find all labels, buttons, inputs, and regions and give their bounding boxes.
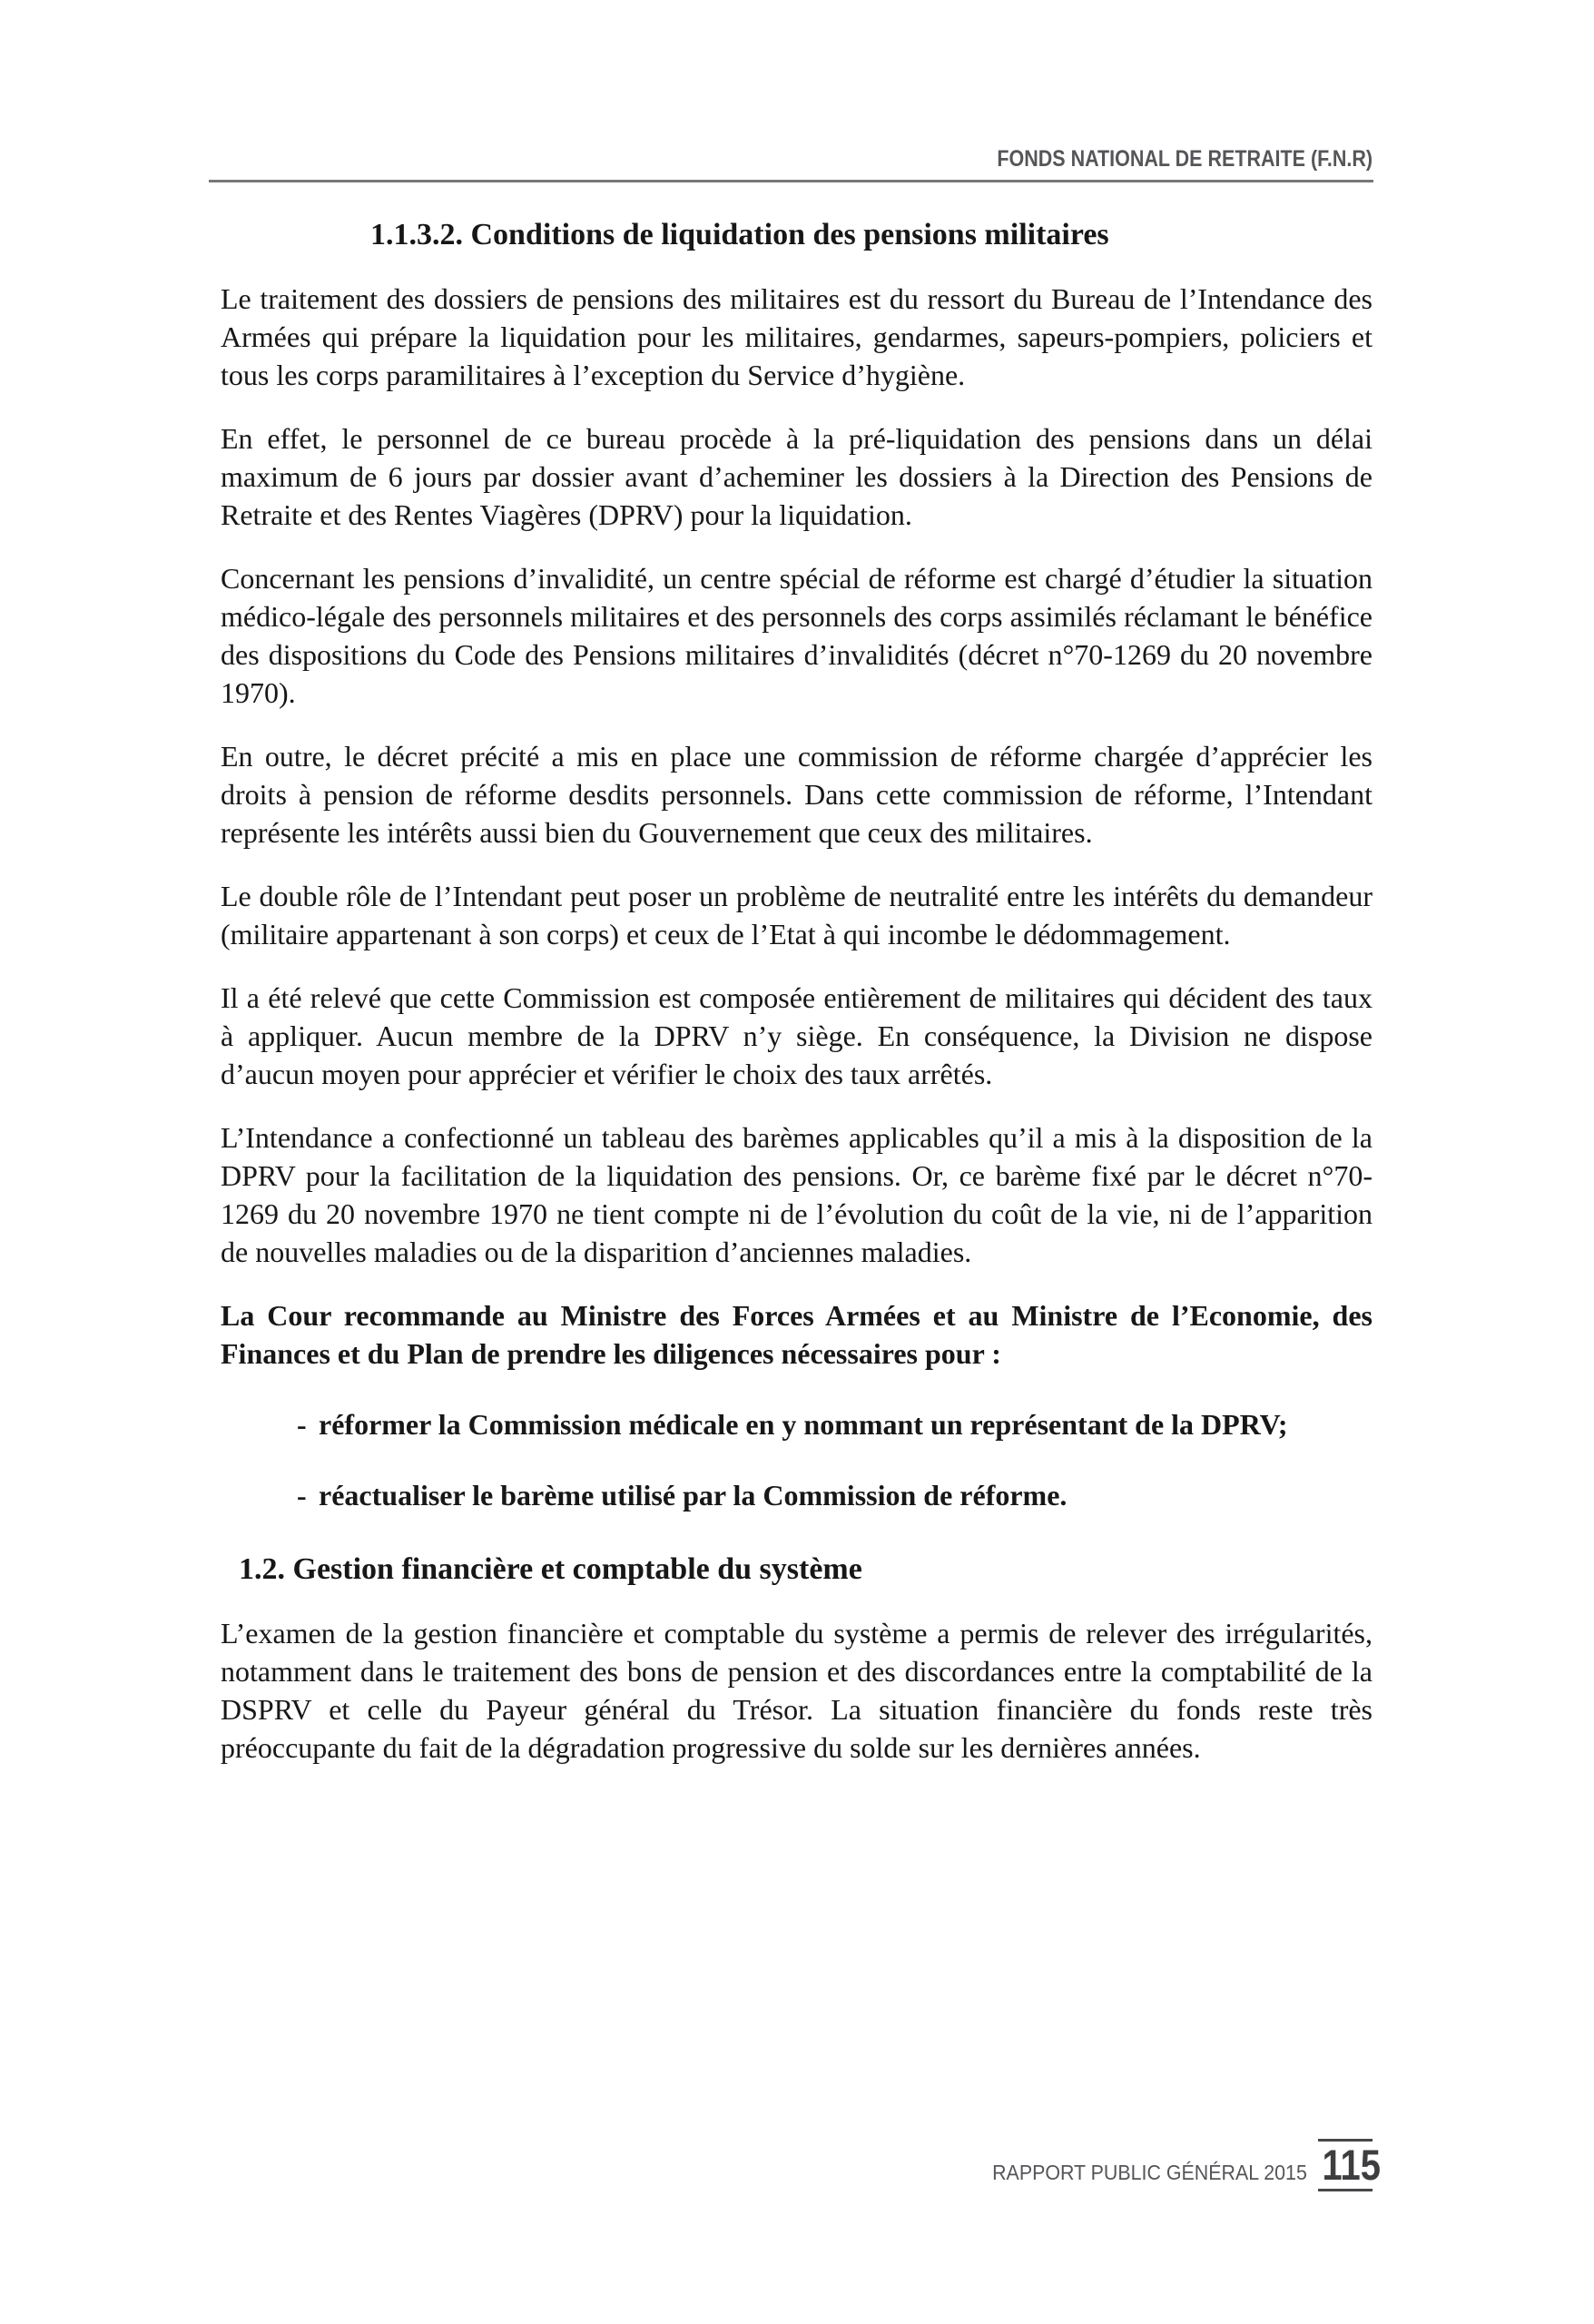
closing-paragraph: L’examen de la gestion financière et comptable du système a permis de relever des irrégularités, notamment dans le traitement des bons de pension et des discordances entre la comptabilité de la DSPRV et celle du Payeur général du Trésor. La situation financière du fonds reste très préoccupante du fait de la dégradation progressive du solde sur les dernières années.: [221, 1617, 1373, 1764]
paragraph: L’Intendance a confectionné un tableau des barèmes applicables qu’il a mis à la disposition de la DPRV pour la facilitation de la liquidation des pensions. Or, ce barème fixé par le décret n°70-1269 du 20 novembre 1970 ne tient compte ni de l’évolution du coût de la vie, ni de l’apparition de nouvelles maladies ou de la disparition d’anciennes maladies.: [221, 1121, 1373, 1268]
page-number-block: [1318, 2139, 1381, 2191]
paragraph: Le double rôle de l’Intendant peut poser un problème de neutralité entre les intérêts du demandeur (militaire appartenant à son corps) et ceux de l’Etat à qui incombe le dédommagement.: [221, 880, 1373, 950]
page-number-rule-bottom: [1318, 2189, 1373, 2191]
paragraph: En outre, le décret précité a mis en place une commission de réforme chargée d’apprécier les droits à pension de réforme desdits personnels. Dans cette commission de réforme, l’Intendant représente les intérêts aussi bien du Gouvernement que ceux des militaires.: [221, 740, 1373, 849]
running-header-title: FONDS NATIONAL DE RETRAITE (F.N.R): [997, 146, 1373, 172]
bullet-item: [221, 1405, 1373, 1443]
bullet-text: réformer la Commission médicale en y nommant un représentant de la DPRV;: [319, 1408, 1288, 1441]
bullet-text: réactualiser le barème utilisé par la Commission de réforme.: [319, 1479, 1068, 1512]
subsection-heading: 1.2. Gestion financière et comptable du système: [239, 1552, 862, 1586]
bullet-marker: -: [297, 1479, 307, 1512]
footer-report-label: RAPPORT PUBLIC GÉNÉRAL 2015: [992, 2161, 1307, 2184]
page-number: 115: [1322, 2141, 1381, 2189]
bullet-item: [221, 1476, 1373, 1514]
section-heading: 1.1.3.2. Conditions de liquidation des pensions militaires: [370, 218, 1109, 251]
paragraph: En effet, le personnel de ce bureau procède à la pré-liquidation des pensions dans un délai maximum de 6 jours par dossier avant d’acheminer les dossiers à la Direction des Pensions de Retraite et des Rentes Viagères (DPRV) pour la liquidation.: [221, 422, 1373, 531]
paragraph: Il a été relevé que cette Commission est composée entièrement de militaires qui décident des taux à appliquer. Aucun membre de la DPRV n’y siège. En conséquence, la Division ne dispose d’aucun moyen pour apprécier et vérifier le choix des taux arrêtés.: [221, 981, 1373, 1090]
bullet-marker: -: [297, 1408, 307, 1441]
page-content: [221, 216, 1373, 1767]
paragraph: Concernant les pensions d’invalidité, un centre spécial de réforme est chargé d’étudier la situation médico-légale des personnels militaires et des personnels des corps assimilés réclamant le bénéfice des dispositions du Code des Pensions militaires d’invalidités (décret n°70-1269 du 20 novembre 1970).: [221, 562, 1373, 709]
paragraph: Le traitement des dossiers de pensions des militaires est du ressort du Bureau de l’Intendance des Armées qui prépare la liquidation pour les militaires, gendarmes, sapeurs-pompiers, policiers et tous les corps paramilitaires à l’exception du Service d’hygiène.: [221, 282, 1373, 391]
bullet-list: [221, 1405, 1373, 1514]
header-rule: [209, 180, 1373, 182]
recommendation-paragraph: La Cour recommande au Ministre des Forces Armées et au Ministre de l’Economie, des Finances et du Plan de prendre les diligences nécessaires pour :: [221, 1299, 1373, 1370]
